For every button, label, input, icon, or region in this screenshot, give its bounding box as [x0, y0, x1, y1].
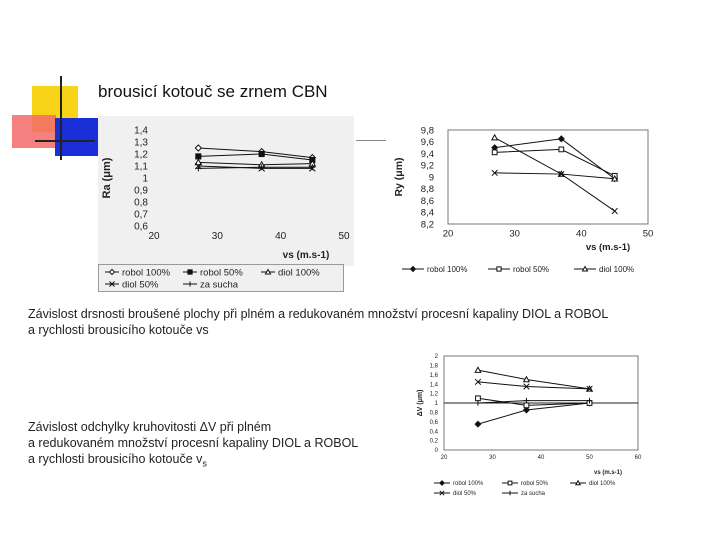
chart-ry-plot-area	[448, 130, 648, 224]
caption1-line2: a rychlosti brousicího kotouče vs	[28, 323, 209, 337]
deco-red-square	[12, 115, 56, 148]
chart-ry-legend-marker-1	[497, 267, 501, 271]
chart-dv-legend-label-2: diol 100%	[589, 481, 616, 488]
chart-dv-legend-label-3: diol 50%	[453, 491, 477, 498]
chart-ra-ytick-label: 0,8	[134, 197, 148, 209]
chart-ra-legend-label-4: za sucha	[200, 279, 239, 291]
chart-ry-legend-label-0: robol 100%	[427, 264, 468, 274]
deco-connector-line	[356, 140, 386, 141]
chart-dv-legend-label-1: robol 50%	[521, 481, 549, 488]
caption-surface-roughness	[28, 306, 708, 338]
chart-dv-xtick-label: 40	[537, 455, 545, 461]
chart-dv-legend-marker-4-shape	[508, 491, 512, 495]
chart-dv	[414, 350, 658, 502]
chart-ra-legend-label-0: robol 100%	[122, 267, 171, 279]
chart-dv-legend-label-4: za sucha	[521, 491, 546, 498]
chart-ra	[98, 116, 354, 266]
caption-roundness	[28, 419, 408, 472]
chart-ry-point-s1-0-shape	[492, 150, 497, 155]
chart-ry-legend-label-2: diol 100%	[599, 264, 635, 274]
chart-dv-ytick-label: 0,2	[429, 438, 438, 445]
caption2-line3	[28, 451, 408, 472]
chart-ra-ytick-label: 0,7	[134, 209, 148, 221]
caption2-line3-text: a rychlosti brousicího kotouče v	[28, 452, 203, 466]
chart-dv-ytick-label: 1,4	[429, 382, 438, 389]
chart-dv-point-s1-1	[524, 403, 529, 408]
chart-dv-legend-marker-4	[508, 491, 512, 495]
chart-ra-xlabel: vs (m.s-1)	[282, 250, 330, 261]
chart-ry-legend-marker-2-shape	[583, 267, 588, 272]
chart-dv-xtick-label: 50	[586, 455, 593, 461]
deco-horizontal-line	[35, 140, 95, 142]
chart-ry-xtick-label: 30	[509, 228, 520, 240]
chart-ra-ytick-label: 1,1	[134, 161, 148, 173]
chart-ra-point-s1-0	[196, 154, 201, 159]
chart-ra-legend-label-3: diol 50%	[122, 279, 159, 291]
chart-ry-ytick-label: 8,6	[420, 195, 434, 207]
chart-dv-ylabel: ΔV (μm)	[417, 389, 424, 417]
chart-ra-legend	[99, 265, 343, 291]
chart-dv-legend-marker-1	[508, 481, 512, 485]
chart-dv-ytick-label: 1,2	[429, 391, 438, 398]
chart-dv-legend-marker-2	[576, 481, 580, 485]
chart-ra-ytick-label: 1,4	[134, 125, 148, 137]
chart-ra-series-line-1	[198, 154, 312, 160]
chart-ra-panel	[98, 116, 354, 266]
chart-ry-ytick-label: 8,4	[420, 207, 434, 219]
deco-vertical-line	[60, 76, 62, 160]
chart-ra-legend-marker-4-shape	[188, 282, 193, 287]
chart-ra-xtick-label: 30	[211, 231, 223, 242]
chart-ry-legend-box	[398, 262, 648, 276]
chart-ra-point-s0-0-shape	[195, 145, 201, 151]
chart-ry-ytick-label: 8,8	[420, 184, 434, 196]
chart-ra-legend-marker-0	[110, 270, 115, 275]
chart-ry-panel	[390, 120, 652, 260]
chart-ry-ytick-label: 9	[428, 172, 434, 184]
chart-ry-legend-marker-1-shape	[497, 267, 501, 271]
chart-ra-point-s1-1-shape	[259, 151, 264, 156]
chart-dv-ytick-label: 2	[434, 354, 438, 361]
chart-dv-ytick-label: 1,8	[429, 363, 438, 370]
chart-ry-ytick-label: 9,2	[420, 160, 434, 172]
chart-dv-ytick-label: 1,6	[429, 372, 438, 379]
caption1-line1: Závislost drsnosti broušené plochy při plném a redukovaném množství procesní kapaliny DIOL a ROBOL	[28, 307, 609, 321]
chart-ra-ytick-label: 0,6	[134, 221, 148, 233]
chart-ry-point-s1-1-shape	[559, 147, 564, 152]
chart-ry-point-s1-1	[559, 147, 564, 152]
chart-ra-ytick-label: 1	[142, 173, 148, 185]
chart-ra-ytick-label: 0,9	[134, 185, 148, 197]
chart-dv-xtick-label: 20	[440, 455, 448, 461]
chart-ra-series-line-2	[198, 162, 312, 164]
chart-dv-xlabel: vs (m.s-1)	[593, 470, 623, 476]
chart-ry-xtick-label: 20	[442, 228, 454, 240]
chart-dv-ytick-label: 0,6	[429, 419, 438, 426]
chart-ra-point-s1-1	[259, 151, 264, 156]
chart-dv-ytick-label: 0	[434, 448, 438, 455]
caption2-line2: a redukovaném množství procesní kapaliny DIOL a ROBOL	[28, 436, 359, 450]
chart-ra-legend-marker-0-shape	[110, 270, 115, 275]
chart-ra-legend-marker-1-shape	[188, 270, 192, 274]
chart-ra-xtick-label: 40	[275, 231, 287, 242]
chart-dv-ytick-label: 1	[434, 401, 438, 408]
chart-ry-ytick-label: 8,2	[420, 219, 434, 231]
chart-ra-legend-label-1: robol 50%	[200, 267, 243, 279]
chart-ry-legend-marker-0-shape	[411, 267, 416, 272]
chart-dv-point-s1-0	[476, 396, 481, 401]
chart-ra-legend-box	[98, 264, 344, 292]
chart-ra-legend-marker-1	[188, 270, 192, 274]
chart-ry-ytick-label: 9,8	[420, 125, 434, 137]
chart-ry-point-s1-0	[492, 150, 497, 155]
chart-ry-xlabel: vs (m.s-1)	[585, 242, 631, 253]
chart-dv-legend-marker-0-shape	[440, 481, 444, 485]
chart-ra-legend-marker-2-shape	[266, 270, 271, 275]
chart-dv-point-s1-1-shape	[524, 403, 529, 408]
chart-ry-xtick-label: 50	[642, 228, 654, 240]
chart-ra-point-s0-0	[195, 145, 201, 151]
chart-dv-xtick-label: 60	[634, 455, 642, 461]
chart-dv-legend-marker-2-shape	[576, 481, 580, 485]
slide-title: brousicí kotouč se zrnem CBN	[98, 82, 328, 101]
chart-ry-xtick-label: 40	[576, 228, 587, 240]
chart-ry-legend-marker-2	[583, 267, 588, 272]
chart-ra-xtick-label: 50	[338, 231, 350, 242]
caption2-line1: Závislost odchylky kruhovitosti ΔV při plném	[28, 420, 272, 434]
chart-ry-legend-label-1: robol 50%	[513, 264, 550, 274]
chart-ry	[390, 120, 652, 260]
chart-ra-ytick-label: 1,3	[134, 137, 148, 149]
chart-ra-xtick-label: 20	[148, 231, 160, 242]
chart-ry-ytick-label: 9,6	[420, 137, 434, 149]
chart-dv-legend-label-0: robol 100%	[453, 481, 484, 488]
chart-dv-legend-marker-0	[440, 481, 444, 485]
chart-ry-legend	[398, 262, 648, 276]
chart-ry-legend-marker-0	[411, 267, 416, 272]
chart-dv-ytick-label: 0,8	[429, 410, 438, 417]
chart-ra-ytick-label: 1,2	[134, 149, 148, 161]
chart-ra-point-s1-0-shape	[196, 154, 201, 159]
chart-ra-ylabel: Ra (μm)	[101, 157, 113, 199]
chart-ra-legend-marker-2	[266, 270, 271, 275]
chart-ra-legend-marker-4	[188, 282, 193, 287]
chart-ry-ylabel: Ry (μm)	[393, 157, 405, 197]
chart-dv-legend-marker-1-shape	[508, 481, 512, 485]
chart-dv-point-s1-0-shape	[476, 396, 481, 401]
chart-dv-panel	[414, 350, 658, 502]
chart-ra-legend-label-2: diol 100%	[278, 267, 320, 279]
chart-dv-xtick-label: 30	[489, 455, 496, 461]
chart-ry-ytick-label: 9,4	[420, 148, 434, 160]
caption2-line3-sub: s	[202, 458, 207, 469]
chart-dv-ytick-label: 0,4	[429, 429, 438, 436]
